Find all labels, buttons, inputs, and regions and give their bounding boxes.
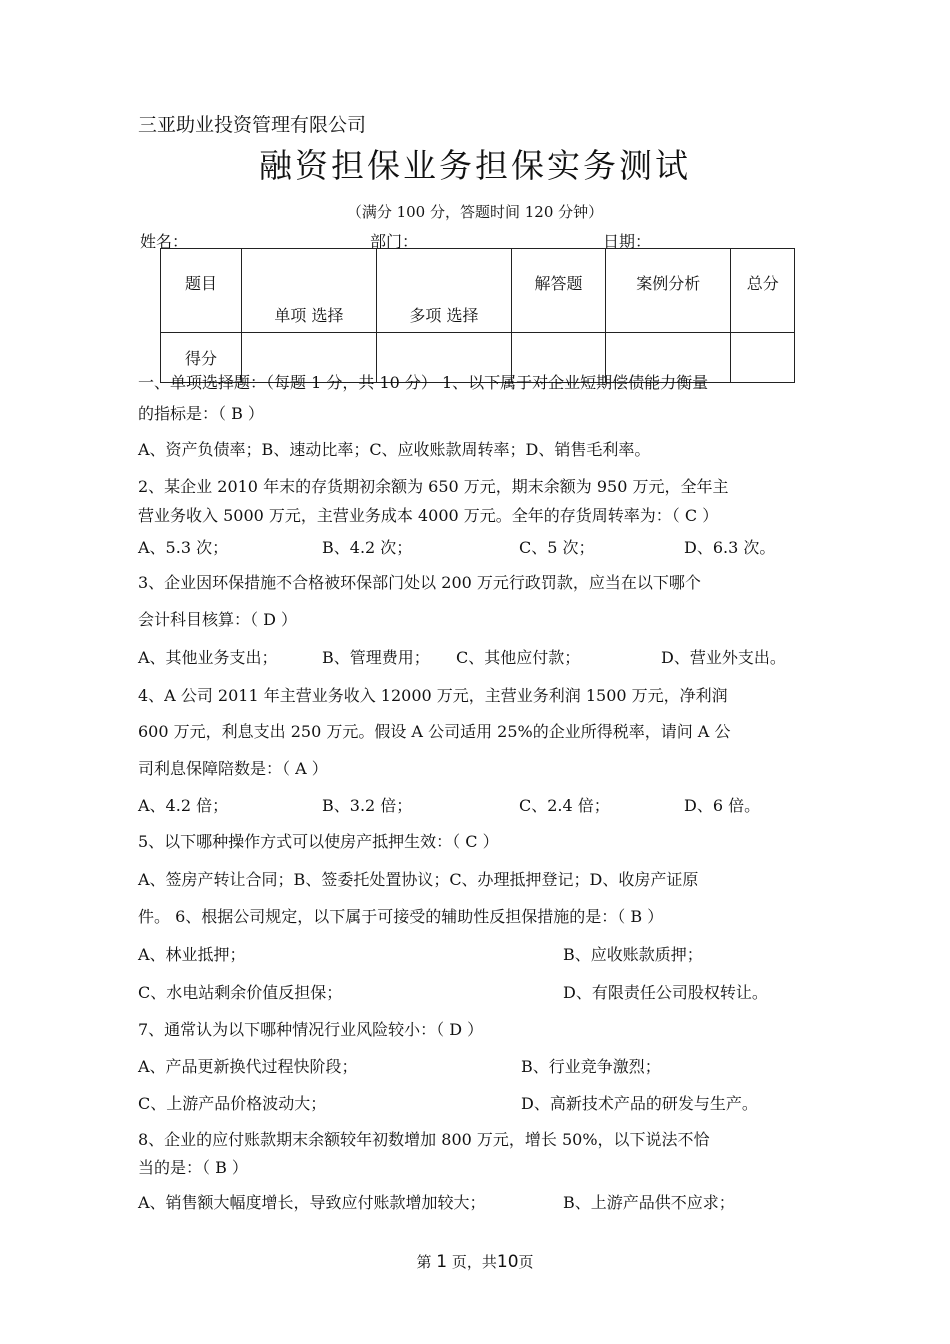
header-cell-answer: 解答题 <box>511 249 605 333</box>
q4-option-a: A、4.2 倍； <box>138 796 229 815</box>
q2-option-c: C、5 次； <box>519 538 595 557</box>
q7-option-a: A、产品更新换代过程快阶段； <box>138 1057 358 1076</box>
score-cell-total[interactable] <box>731 333 795 383</box>
company-name: 三亚助业投资管理有限公司 <box>138 114 367 136</box>
q7-option-b: B、行业竞争激烈； <box>521 1057 661 1076</box>
q7-stem: 7、通常认为以下哪种情况行业风险较小：（ D ） <box>138 1020 484 1039</box>
footer-total-pages: 10 <box>496 1252 519 1272</box>
q4-stem-line1: 4、A 公司 2011 年主营业务收入 12000 万元，主营业务利润 1500 万元，净利润 <box>138 686 728 705</box>
q6-option-a: A、林业抵押； <box>138 945 246 964</box>
q4-option-d: D、6 倍。 <box>684 796 761 815</box>
header-cell-total: 总分 <box>731 249 795 333</box>
q6-option-b: B、应收账款质押； <box>563 945 703 964</box>
score-table <box>160 248 795 383</box>
row-label-score: 得分 <box>161 333 242 383</box>
q4-option-c: C、2.4 倍； <box>519 796 610 815</box>
header-cell-multi-choice: 多项 选择 <box>376 249 511 333</box>
q4-stem-line3: 司利息保障陪数是：（ A ） <box>138 759 328 778</box>
page-title: 融资担保业务担保实务测试 <box>259 146 691 185</box>
date-label: 日期： <box>603 232 652 251</box>
q2-option-d: D、6.3 次。 <box>684 538 776 557</box>
q3-stem-line1: 3、企业因环保措施不合格被环保部门处以 200 万元行政罚款，应当在以下哪个 <box>138 573 701 592</box>
q2-stem-line1: 2、某企业 2010 年末的存货期初余额为 650 万元，期末余额为 950 万元，全年主 <box>138 477 729 496</box>
q8-option-a: A、销售额大幅度增长，导致应付账款增加较大； <box>138 1193 486 1212</box>
q5-stem-line1: 5、以下哪种操作方式可以使房产抵押生效：（ C ） <box>138 832 499 851</box>
q3-option-d: D、营业外支出。 <box>661 648 786 667</box>
header-cell-case: 案例分析 <box>606 249 731 333</box>
q2-stem-line2: 营业务收入 5000 万元，主营业务成本 4000 万元。全年的存货周转率为：（ C ） <box>138 506 719 525</box>
q8-option-b: B、上游产品供不应求； <box>563 1193 735 1212</box>
name-label: 姓名： <box>140 232 189 251</box>
q8-stem-line2: 当的是：（ B ） <box>138 1158 248 1177</box>
footer-middle: 页，共 <box>451 1253 497 1271</box>
q6-option-d: D、有限责任公司股权转让。 <box>563 983 768 1002</box>
footer-suffix: 页 <box>518 1253 534 1271</box>
footer-prefix: 第 <box>416 1253 432 1271</box>
q2-option-b: B、4.2 次； <box>322 538 413 557</box>
q7-option-c: C、上游产品价格波动大； <box>138 1094 327 1113</box>
q4-option-b: B、3.2 倍； <box>322 796 413 815</box>
page-footer <box>0 1251 950 1272</box>
q5-options: A、签房产转让合同；B、签委托处置协议；C、办理抵押登记；D、收房产证原 <box>138 870 699 889</box>
header-cell-topic: 题目 <box>161 249 242 333</box>
section1-heading: 一、单项选择题：（每题 1 分，共 10 分） 1、以下属于对企业短期偿债能力衡量 <box>138 373 709 392</box>
q3-option-b: B、管理费用； <box>322 648 430 667</box>
footer-page-number: 1 <box>436 1252 448 1272</box>
header-cell-single-choice: 单项 选择 <box>242 249 377 333</box>
q6-option-c: C、水电站剩余价值反担保； <box>138 983 343 1002</box>
q3-option-c: C、其他应付款； <box>456 648 581 667</box>
dept-label: 部门： <box>370 232 419 251</box>
q7-option-d: D、高新技术产品的研发与生产。 <box>521 1094 758 1113</box>
q2-option-a: A、5.3 次； <box>138 538 229 557</box>
exam-subtitle: （满分 100 分，答题时间 120 分钟） <box>346 203 604 221</box>
q5-q6-line: 件。 6、根据公司规定，以下属于可接受的辅助性反担保措施的是：（ B ） <box>138 907 664 926</box>
q4-stem-line2: 600 万元，利息支出 250 万元。假设 A 公司适用 25%的企业所得税率，请问 A 公 <box>138 722 731 741</box>
q8-stem-line1: 8、企业的应付账款期末余额较年初数增加 800 万元，增长 50%，以下说法不恰 <box>138 1130 710 1149</box>
q3-option-a: A、其他业务支出； <box>138 648 278 667</box>
q3-stem-line2: 会计科目核算：（ D ） <box>138 610 298 629</box>
q1-stem-line2: 的指标是：（ B ） <box>138 404 264 423</box>
q1-options: A、资产负债率；B、速动比率；C、应收账款周转率；D、销售毛利率。 <box>138 440 651 459</box>
